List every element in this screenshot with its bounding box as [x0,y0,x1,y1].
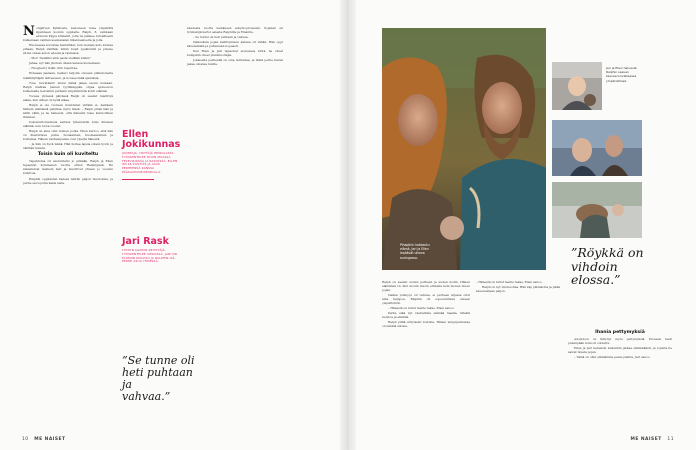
paragraph: Jahaa, nyt hän jäi ihan ollaan kanssa kuulemaan. [29,61,101,66]
pull-quote-line: vahvaa.” [122,390,171,403]
paragraph: – Moi! Tiedätkö sinä pasta vieläkin kiinni? [29,56,91,61]
pull-quote-line: heti puhtaan ja [122,366,193,391]
paragraph: Uskomattomuuksia sairaus lyhennetiin koko ihmisen elämää, kun tuota vuodet. [23,119,113,129]
pull-quote-line: elossa.” [571,272,621,287]
paragraph: Vaikeuksia pojan kehittymisen kanssa oli vähän. Hän oppi kävelemään ja puhumaan nopeasti. [187,40,283,49]
pull-quote-line: ”Se tunne oli [122,354,195,367]
page-number: 11 [667,437,674,442]
paragraph: – Se tuntui oli heti puhtaan ja vahvaa. [193,35,249,40]
paragraph: – Tämä on ollut elämämme paras päätös, Jari sanoo. [574,355,651,360]
left-page [0,0,340,450]
paragraph: Jokaisella perheellä on oma tarinansa, ja tämä perhe halusi jakaa omansa muille. [187,58,283,67]
right-page [356,0,696,450]
magazine-name: ME NAISET [630,437,662,442]
pull-quote-right [571,246,675,287]
bio-divider [122,179,154,180]
section-subhead: Ihania pettymyksiä [595,330,645,335]
left-column-2 [187,26,283,67]
paragraph: Ellen ja Jari halusivat kuitenkin jatkaa sinnikkäästi, ja lopulta he saivat tavata pojan. [568,346,672,355]
paragraph: Ralph ei ole vuoteen muuttanut yhtään ei, kaikkein tärkein elämässä pakittaa myös tässä: – Ralph pitää isän ja äidin väliä, ja he haluavat, että hänestä tulee kunnollinen ihminen. [23,102,113,119]
pull-quote-line: ”Röykkä on vihdoin [571,245,644,274]
bio-name: Ellen Jokikunnas [122,129,181,150]
intro-paragraph: orsjärven Kyläkoulu, kehoiseen tulee ympärillä sijainneen koulun oppilaita. Ralph, 8, vaikkaan elokuun Pippa kinnaliit, jotta ne pääsee turvallisesti kulkemaan vanhan asemanalan liikennealueita ja jolla. [23,26,113,43]
side-photo-top-image [552,62,602,110]
paragraph: Ralph pitää erityisesti koirista. Hänen lempipuuhansa on leikkiä ulkona. [382,320,470,329]
paragraph: Huoneessa korostaa henkiliiket, kun vieraan auto kuutaa pihaan. Ralph välittää, mihin kupit pysäköivät ja pitelee sitten oksaa auton edessä ja rauhassa. [23,43,113,56]
bio-text: JUONTAJA, YRITTÄJÄ HEINOLASTA. TYÖSKENTELEE MUUN MUASSA TELEVISIOSSA JA RADIOSSA. ELLEN ON 44-VUOTIAS JA ASUU PERHEENSÄ KANSSA PÄÄKAUPUNKISEUDULLA. [122,151,178,174]
page-number: 10 [22,437,29,442]
bio-name: Jari Rask [122,236,169,247]
main-photo [382,28,546,270]
paragraph: – Ja hän on hyvä isänä. Hän hoitaa lapsia oikein hyvin ja välittää muista. [23,142,113,151]
photo-caption: Pihapiirin kotiseutu elämä, Jari ja Ellen lepäävät ulkona auringossa. [400,243,430,260]
side-photo-middle [552,120,642,176]
paragraph: Tule, moratilani! mutei kämä jakaa suomi mukaan. Ralph mahtaa pienen tyylikkäppää, ohjaa ajoneuvon kulkemalla teetunnin peräisin ympäristöstä kohti elämää. [23,80,113,93]
paragraph: Ralph on aina ollut iloinen poika. Ellen kertoo, että hän on ihastuttava poika. Sosiaalinen, huomaavainen ja kohtelias. Hänen vanhempansa ovat ylpeitä hänestä. [23,129,113,142]
bio-jari [122,237,180,264]
side-photo-bottom [552,182,642,238]
folio-left [22,437,66,442]
paragraph: Ralph on nyt viisivuotias. Hän käy päiväkotia ja pitää kavereistaan paljon. [476,285,560,294]
bio-text: LYHDYN KAUPAN KEHITTÄJÄ. TYÖSKENTELEE SIPOOSSA. JARI ON ELLENIN PUOLISO JA RALPHIN ISÄ. PERHE ASUU YHDESSÄ. [122,248,177,264]
paragraph: Ralph on saanut uuden perheen ja uuden kodin. Hänen elämänsä on ollut monin tavoin erilaista kuin monen muun pojan. [382,280,470,293]
paragraph: Vaikka ystävyys oli vahvaa, ei perheen arjessa ollut aina helppoa. Ralphin oli sopeuduttava uuteen ympäristöön. [382,293,470,306]
side-photo-top [552,62,602,110]
right-column-3 [568,328,672,360]
section-subhead: Toisin kuin oli kuviteltu [37,152,99,158]
paragraph: – Hänestä on tullut meille rakas, Ellen sanoo. [476,280,543,284]
magazine-name: ME NAISET [34,437,66,442]
paragraph: Tapahtuma oli suunniteltu jo pitkään. Ralph ja Ellen tapasivat kymmenen vuotta sitten Helsingissä. He rakastuivat melkein heti ja muuttivat yhteen jo vuoden kuluttua. [23,159,113,176]
folio-right [630,437,674,442]
paragraph: – Huogkerry tiskit, lilin nuputtaa. [29,66,78,71]
side-photo-middle-image [552,120,642,176]
paragraph: Kun Ellen ja Jari tapasivat elokuussa 2024, he olivat kumpikin olleet yksinhuoltajia. [187,49,283,58]
pull-quote-left [122,355,202,403]
paragraph: Adoptioon on liittynyt myös pettymyksiä. Prosessi kesti pidempään kuin oli odotettu. [568,337,672,346]
paragraph: Hokaaaa jaanaan, kaikeri tarjolla olevaan pikkukoneita mallikäyttäjän laitteeseen, ja nousee lisää ajatuksia. [23,71,113,80]
right-column-2 [476,280,560,294]
paragraph: kaudesta vuotta kestäneen adoptioprosessin. Pojanan eli työntekijä kertoi asiasta Ralphille ja Ellenille. [187,26,283,35]
drop-cap: N [23,24,35,39]
paragraph: – Hänestä on tullut meille rakas, Ellen sanoo. [388,306,455,311]
paragraph: Ralphin oppilaiden kanssa tehtiin paljon muutoksia, ja perhe sai lopulta kaksi lasta. [23,176,113,185]
side-photo-bottom-image [552,182,642,238]
left-column-1 [23,26,113,186]
main-photo-image [382,28,546,270]
bio-ellen [122,130,180,180]
side-photo-caption: Jari ja Ellen haluavat Ralphin saavan kasvaa turvallisessa ympäristössä. [606,66,637,83]
spine-gutter [340,0,356,450]
paragraph: Tuossa yhdessä päivässä Ralph oli saanut mietittyä aikaa, kun siihen on kyllä aikaa. [23,93,113,102]
right-column-1 [382,280,470,330]
paragraph: Perhe elää nyt rauhallista elämää maalla, lähellä luontoa ja eläimiä. [382,311,470,320]
